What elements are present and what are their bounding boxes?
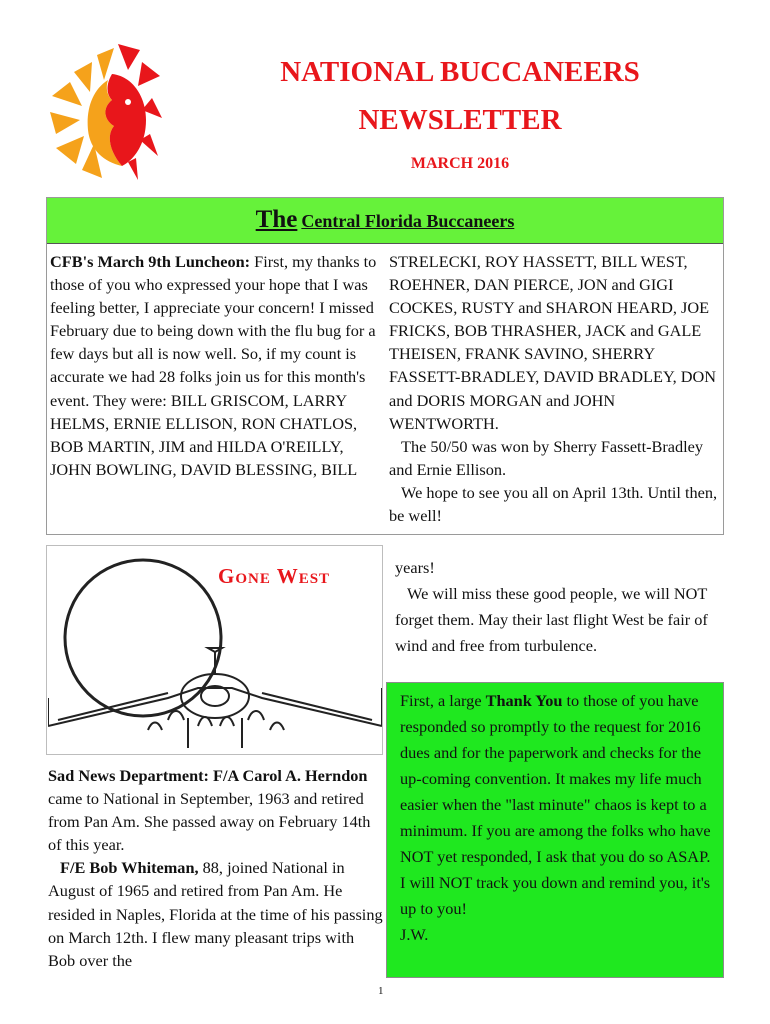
signature: J.W.	[400, 925, 429, 944]
luncheon-article-right: STRELECKI, ROY HASSETT, BILL WEST, ROEHNER, DAN PIERCE, JON and GIGI COCKES, RUSTY and SHARON HEARD, JOE FRICKS, BOB THRASHER, JACK and GALE THEISEN, FRANK SAVINO, SHERRY FASSETT-BRADLEY, DAVID BRADLEY, DON and DORIS MORGAN and JOHN WENTWORTH. The 50/50 was won by Sherry Fassett-Bradley and Ernie Ellison. We hope to see you all on April 13th. Until then, be well!	[389, 252, 718, 526]
newsletter-title: NATIONAL BUCCANEERS NEWSLETTER	[280, 56, 640, 136]
luncheon-heading: CFB's March 9th Luncheon:	[50, 252, 251, 271]
airplane-sun-sketch	[48, 548, 382, 753]
gone-west-continued: years! We will miss these good people, we will NOT forget them. May their last flight West be fair of wind and free from turbulence.	[395, 558, 708, 655]
page-number: 1	[378, 985, 384, 997]
gone-west-title: Gone West	[218, 564, 331, 588]
issue-date: MARCH 2016	[410, 155, 510, 172]
sun-face-logo	[42, 40, 162, 185]
luncheon-article-left: CFB's March 9th Luncheon: First, my thanks to those of you who expressed your hope that I was feeling better, I appreciate your concern! I missed February due to being down with the flu bug for a few days but all is now well. So, if my count is accurate we had 28 folks join us for this month's event. They were: BILL GRISCOM, LARRY HELMS, ERNIE ELLISON, RON CHATLOS, BOB MARTIN, JIM and HILDA O'REILLY, JOHN BOWLING, DAVID BLESSING, BILL	[50, 252, 377, 479]
section-header: The Central Florida Buccaneers	[47, 198, 723, 244]
sad-news-article: Sad News Department: F/A Carol A. Herndon came to National in September, 1963 and retired from Pan Am. She passed away on February 14th of this year. F/E Bob Whiteman, 88, joined National in August of 1965 and retired from Pan Am. He resided in Naples, Florida at the time of his passing on March 12th. I flew many pleasant trips with Bob over the	[48, 766, 383, 970]
dues-reminder-text: First, a large Thank You to those of you have responded so promptly to the request for 2016 dues and for the paperwork and checks for the up-coming convention. It makes my life much easier when the "last minute" chaos is kept to a minimum. If you are among the folks who have NOT yet responded, I ask that you do so ASAP. I will NOT track you down and remind you, it's up to you! J.W.	[400, 688, 718, 948]
